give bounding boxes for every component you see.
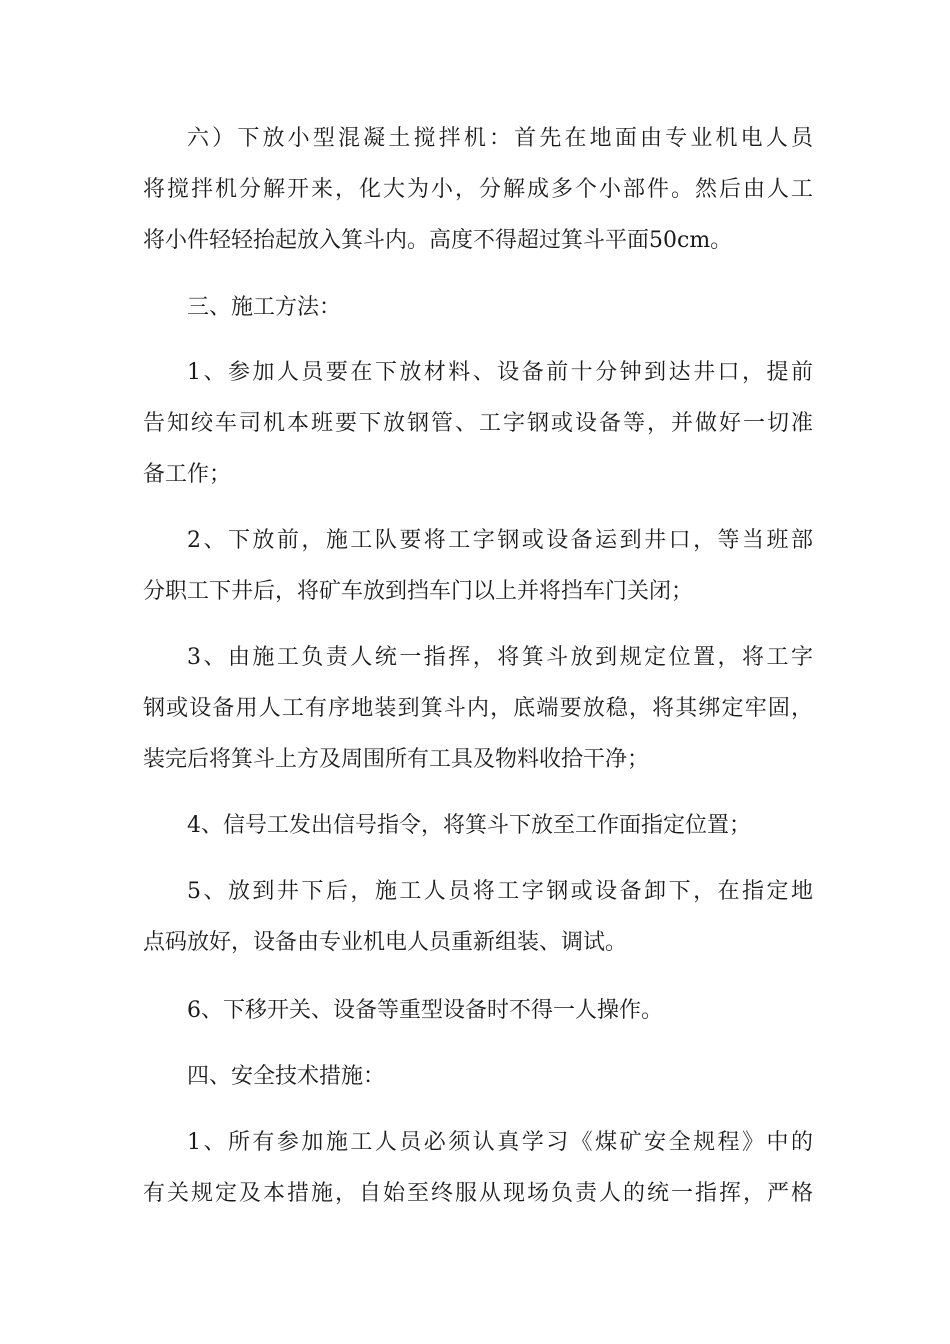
paragraph-method-1 bbox=[143, 347, 813, 500]
text-line: 将搅拌机分解开来，化大为小，分解成多个小部件。然后由人工 bbox=[143, 177, 813, 202]
paragraph-safety-1 bbox=[143, 1117, 813, 1219]
text-line: 有关规定及本措施，自始至终服从现场负责人的统一指挥，严格 bbox=[143, 1181, 813, 1206]
paragraph-method-2 bbox=[143, 515, 813, 617]
section-heading-safety-measures bbox=[143, 1051, 813, 1102]
paragraph-method-5 bbox=[143, 866, 813, 968]
text-line: 钢或设备用人工有序地装到箕斗内，底端要放稳，将其绑定牢固， bbox=[143, 696, 813, 721]
paragraph-method-4 bbox=[143, 800, 813, 851]
heading-line: 三、施工方法： bbox=[187, 295, 342, 320]
heading-line: 四、安全技术措施： bbox=[187, 1064, 386, 1089]
text-line: 装完后将箕斗上方及周围所有工具及物料收拾干净； bbox=[143, 747, 650, 772]
text-line: 3、由施工负责人统一指挥，将箕斗放到规定位置，将工字 bbox=[187, 645, 813, 670]
text-line: 2、下放前，施工队要将工字钢或设备运到井口，等当班部 bbox=[187, 528, 813, 553]
text-line: 告知绞车司机本班要下放钢管、工字钢或设备等，并做好一切准 bbox=[143, 411, 813, 436]
text-line: 将小件轻轻抬起放入箕斗内。高度不得超过箕斗平面50cm。 bbox=[143, 228, 733, 253]
text-line: 5、放到井下后，施工人员将工字钢或设备卸下，在指定地 bbox=[187, 879, 813, 904]
text-line: 1、所有参加施工人员必须认真学习《煤矿安全规程》中的 bbox=[187, 1130, 813, 1155]
text-line: 分职工下井后，将矿车放到挡车门以上并将挡车门关闭； bbox=[143, 579, 694, 604]
text-line: 备工作； bbox=[143, 462, 232, 487]
text-line: 6、下移开关、设备等重型设备时不得一人操作。 bbox=[187, 998, 663, 1023]
paragraph-method-6 bbox=[143, 985, 813, 1036]
text-line: 1、参加人员要在下放材料、设备前十分钟到达井口，提前 bbox=[187, 360, 813, 385]
paragraph-lower-mixer bbox=[143, 113, 813, 266]
text-line: 点码放好，设备由专业机电人员重新组装、调试。 bbox=[143, 930, 628, 955]
paragraph-method-3 bbox=[143, 632, 813, 785]
section-heading-construction-method bbox=[143, 282, 813, 333]
text-line: 六）下放小型混凝土搅拌机：首先在地面由专业机电人员 bbox=[187, 126, 813, 151]
text-line: 4、信号工发出信号指令，将箕斗下放至工作面指定位置； bbox=[187, 813, 751, 838]
